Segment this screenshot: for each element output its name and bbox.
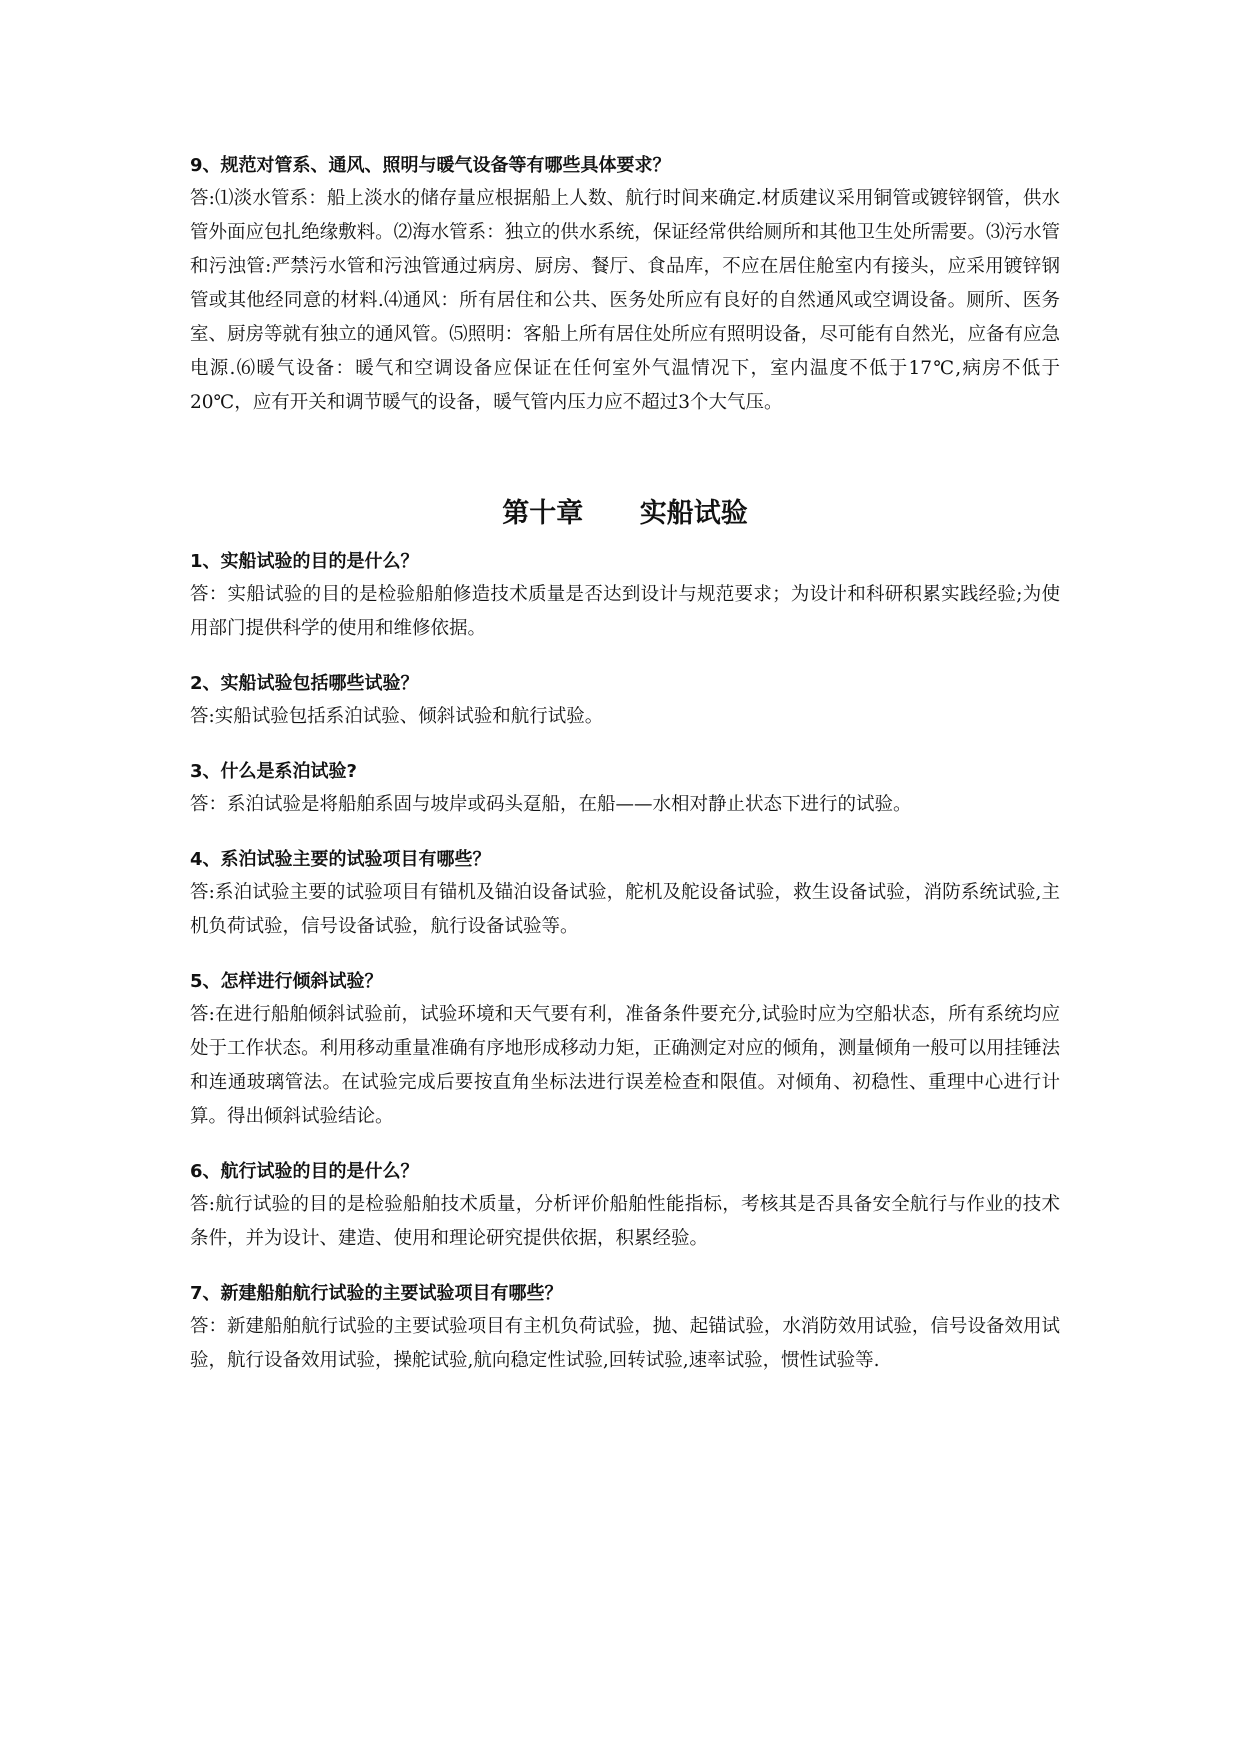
answer-text: 答：新建船舶航行试验的主要试验项目有主机负荷试验，抛、起锚试验，水消防效用试验，信号设备效用试验，航行设备效用试验，操舵试验,航向稳定性试验,回转试验,速率试验，惯性试验等. <box>190 1316 1060 1371</box>
qa-item <box>190 1278 1060 1378</box>
answer-text: 答:在进行船舶倾斜试验前，试验环境和天气要有利，准备条件要充分,试验时应为空船状态，所有系统均应处于工作状态。利用移动重量准确有序地形成移动力矩，正确测定对应的倾角，测量倾角一般可以用挂锤法和连通玻璃管法。在试验完成后要按直角坐标法进行误差检查和限值。对倾角、初稳性、重理中心进行计算。得出倾斜试验结论。 <box>190 1004 1060 1127</box>
question-text: 4、系泊试验主要的试验项目有哪些？ <box>190 849 491 870</box>
question-text: 9、规范对管系、通风、照明与暖气设备等有哪些具体要求？ <box>190 155 671 176</box>
qa-item <box>190 966 1060 1134</box>
question-text: 7、新建船舶航行试验的主要试验项目有哪些？ <box>190 1283 563 1304</box>
question-text: 5、怎样进行倾斜试验？ <box>190 971 383 992</box>
question-text: 6、航行试验的目的是什么？ <box>190 1161 419 1182</box>
spacer <box>190 734 1060 756</box>
spacer <box>190 944 1060 966</box>
spacer <box>190 646 1060 668</box>
chapter-title: 第十章 实船试验 <box>502 498 748 529</box>
answer-text: 答:⑴淡水管系：船上淡水的储存量应根据船上人数、航行时间来确定.材质建议采用铜管或镀锌钢管，供水管外面应包扎绝缘敷料。⑵海水管系：独立的供水系统，保证经常供给厕所和其他卫生处所需要。⑶污水管和污浊管:严禁污水管和污浊管通过病房、厨房、餐厅、食品库，不应在居住舱室内有接头，应采用镀锌钢管或其他经同意的材料.⑷通风：所有居住和公共、医务处所应有良好的自然通风或空调设备。厕所、医务室、厨房等就有独立的通风管。⑸照明：客船上所有居住处所应有照明设备，尽可能有自然光，应备有应急电源.⑹暖气设备：暖气和空调设备应保证在任何室外气温情况下，室内温度不低于17℃,病房不低于20℃，应有开关和调节暖气的设备，暖气管内压力应不超过3个大气压。 <box>190 188 1060 413</box>
answer-text: 答:系泊试验主要的试验项目有锚机及锚泊设备试验，舵机及舵设备试验，救生设备试验，消防系统试验,主机负荷试验，信号设备试验，航行设备试验等。 <box>190 882 1060 937</box>
qa-item <box>190 1156 1060 1256</box>
qa-item <box>190 668 1060 734</box>
spacer <box>190 1134 1060 1156</box>
qa-item <box>190 756 1060 822</box>
qa-item-9 <box>190 150 1060 420</box>
question-text: 1、实船试验的目的是什么？ <box>190 551 419 572</box>
qa-item <box>190 844 1060 944</box>
answer-text: 答:实船试验包括系泊试验、倾斜试验和航行试验。 <box>190 706 604 727</box>
question-text: 3、什么是系泊试验? <box>190 761 357 782</box>
answer-text: 答:航行试验的目的是检验船舶技术质量，分析评价船舶性能指标，考核其是否具备安全航行与作业的技术条件，并为设计、建造、使用和理论研究提供依据，积累经验。 <box>190 1194 1060 1249</box>
section-spacer <box>190 420 1060 492</box>
spacer <box>190 822 1060 844</box>
qa-item <box>190 546 1060 646</box>
answer-text: 答：实船试验的目的是检验船舶修造技术质量是否达到设计与规范要求；为设计和科研积累实践经验;为使用部门提供科学的使用和维修依据。 <box>190 584 1060 639</box>
spacer <box>190 1256 1060 1278</box>
question-text: 2、实船试验包括哪些试验？ <box>190 673 419 694</box>
document-page <box>190 150 1060 1378</box>
answer-text: 答：系泊试验是将船舶系固与坡岸或码头趸船，在船——水相对静止状态下进行的试验。 <box>190 794 912 815</box>
